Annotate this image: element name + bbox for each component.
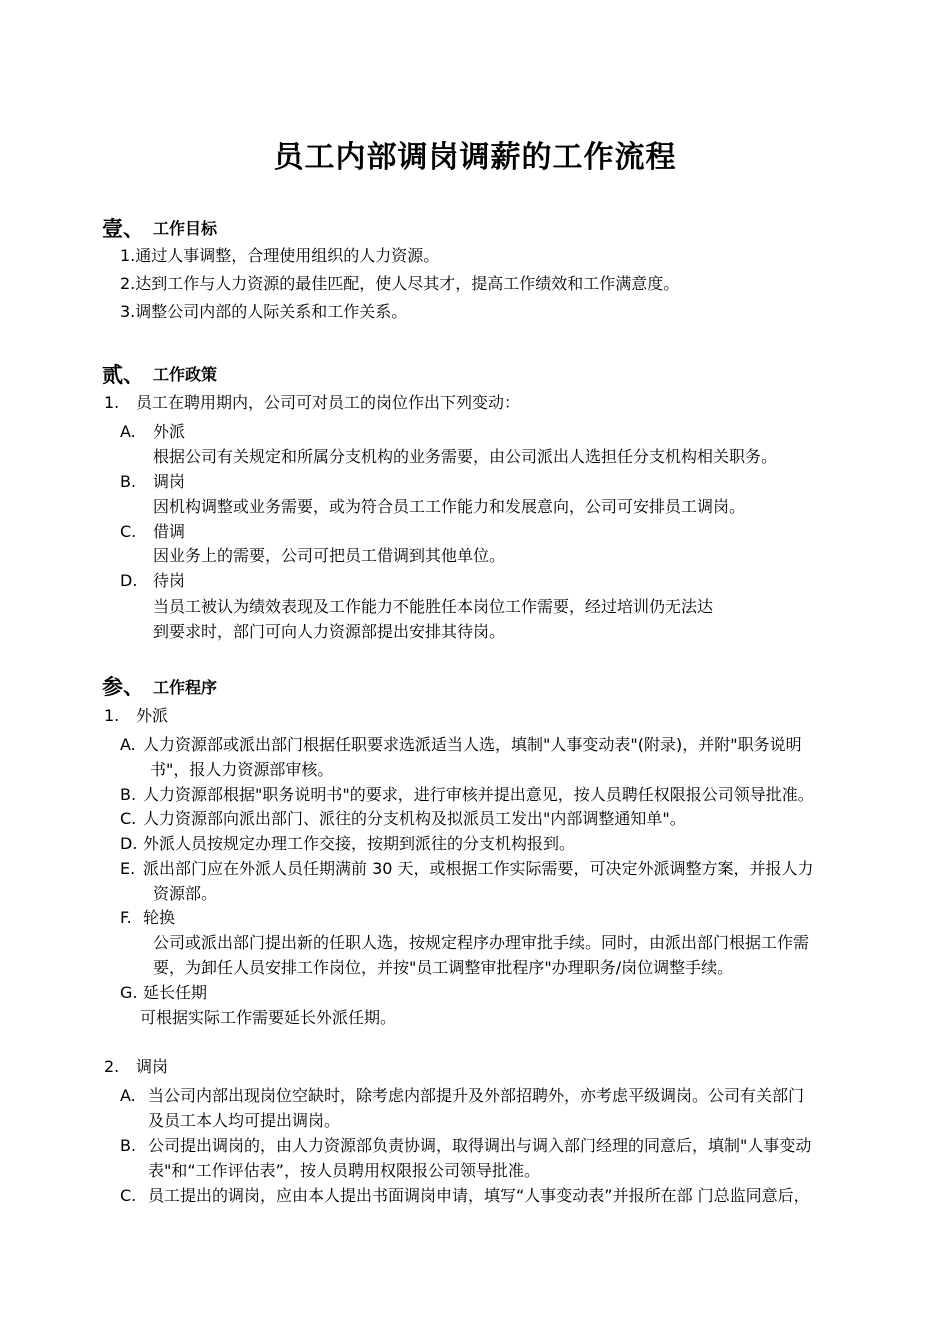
section-2-intro-number: 1. (104, 393, 120, 412)
option-d-desc-line-2: 到要求时，部门可向人力资源部提出安排其待岗。 (153, 622, 506, 641)
section-2-title: 工作政策 (153, 365, 218, 384)
sub2-number: 2. (104, 1057, 120, 1076)
sub1-f-letter: F. (120, 908, 132, 927)
section-1-title: 工作目标 (153, 219, 218, 238)
option-d-letter: D. (120, 571, 138, 590)
option-a-name: 外派 (153, 422, 186, 441)
option-a-letter: A. (120, 422, 136, 441)
option-d-desc-line-1: 当员工被认为绩效表现及工作能力不能胜任本岗位工作需要，经过培训仍无法达 (153, 597, 714, 616)
section-3-title: 工作程序 (153, 678, 218, 697)
section-3-number: 参、 (102, 675, 144, 699)
sub2-b-line-1: 公司提出调岗的，由人力资源部负责协调，取得调出与调入部门经理的同意后，填制"人事变动 (148, 1136, 812, 1155)
sub1-b-letter: B. (120, 785, 137, 804)
sub1-g-letter: G. (120, 983, 138, 1002)
option-c-name: 借调 (153, 522, 186, 541)
section-1-item-2: 2.达到工作与人力资源的最佳匹配，使人尽其才，提高工作绩效和工作满意度。 (120, 274, 680, 293)
sub1-a-line-1: 人力资源部或派出部门根据任职要求选派适当人选，填制"人事变动表"(附录)，并附"职务说明 (143, 735, 802, 754)
sub1-d-line-1: 外派人员按规定办理工作交接，按期到派往的分支机构报到。 (143, 834, 576, 853)
sub2-b-letter: B. (120, 1136, 137, 1155)
sub1-g-desc: 可根据实际工作需要延长外派任期。 (140, 1008, 397, 1027)
sub1-a-line-2: 书"，报人力资源部审核。 (150, 760, 334, 779)
sub1-f-desc-line-2: 要，为卸任人员安排工作岗位，并按"员工调整审批程序"办理职务/岗位调整手续。 (153, 958, 734, 977)
sub1-e-line-1: 派出部门应在外派人员任期满前 30 天，或根据工作实际需要，可决定外派调整方案，并报人力 (143, 859, 814, 878)
option-a-desc: 根据公司有关规定和所属分支机构的业务需要，由公司派出人选担任分支机构相关职务。 (153, 447, 778, 466)
sub1-e-letter: E. (120, 859, 136, 878)
sub1-a-letter: A. (120, 735, 136, 754)
section-1-number: 壹、 (102, 217, 144, 241)
option-d-name: 待岗 (153, 571, 186, 590)
sub2-title: 调岗 (136, 1057, 169, 1076)
sub1-g-title: 延长任期 (143, 983, 208, 1002)
option-b-letter: B. (120, 472, 137, 491)
sub2-c-letter: C. (120, 1186, 137, 1205)
option-b-desc: 因机构调整或业务需要，或为符合员工工作能力和发展意向，公司可安排员工调岗。 (153, 497, 746, 516)
sub1-f-desc-line-1: 公司或派出部门提出新的任职人选，按规定程序办理审批手续。同时，由派出部门根据工作需 (153, 933, 810, 952)
option-c-letter: C. (120, 522, 137, 541)
section-2-intro-text: 员工在聘用期内，公司可对员工的岗位作出下列变动： (136, 393, 521, 412)
sub2-c-line-1: 员工提出的调岗，应由本人提出书面调岗申请，填写“人事变动表”并报所在部 门总监同意后， (148, 1186, 810, 1205)
sub2-a-line-1: 当公司内部出现岗位空缺时，除考虑内部提升及外部招聘外，亦考虑平级调岗。公司有关部门 (148, 1086, 805, 1105)
sub1-number: 1. (104, 706, 120, 725)
sub1-f-title: 轮换 (143, 908, 176, 927)
section-1-item-3: 3.调整公司内部的人际关系和工作关系。 (120, 302, 408, 321)
sub2-a-line-2: 及员工本人均可提出调岗。 (148, 1111, 341, 1130)
sub1-c-line-1: 人力资源部向派出部门、派往的分支机构及拟派员工发出"内部调整通知单"。 (143, 809, 686, 828)
sub1-title: 外派 (136, 706, 169, 725)
sub1-c-letter: C. (120, 809, 137, 828)
sub2-a-letter: A. (120, 1086, 136, 1105)
section-1-item-1: 1.通过人事调整，合理使用组织的人力资源。 (120, 246, 440, 265)
sub2-b-line-2: 表"和“工作评估表”，按人员聘用权限报公司领导批准。 (148, 1161, 540, 1180)
sub1-b-line-1: 人力资源部根据"职务说明书"的要求，进行审核并提出意见，按人员聘任权限报公司领导批准。 (143, 785, 814, 804)
page-title: 员工内部调岗调薪的工作流程 (273, 140, 677, 175)
section-2-number: 贰、 (102, 363, 144, 387)
sub1-e-line-2: 资源部。 (153, 884, 218, 903)
option-b-name: 调岗 (153, 472, 186, 491)
option-c-desc: 因业务上的需要，公司可把员工借调到其他单位。 (153, 546, 506, 565)
sub1-d-letter: D. (120, 834, 138, 853)
